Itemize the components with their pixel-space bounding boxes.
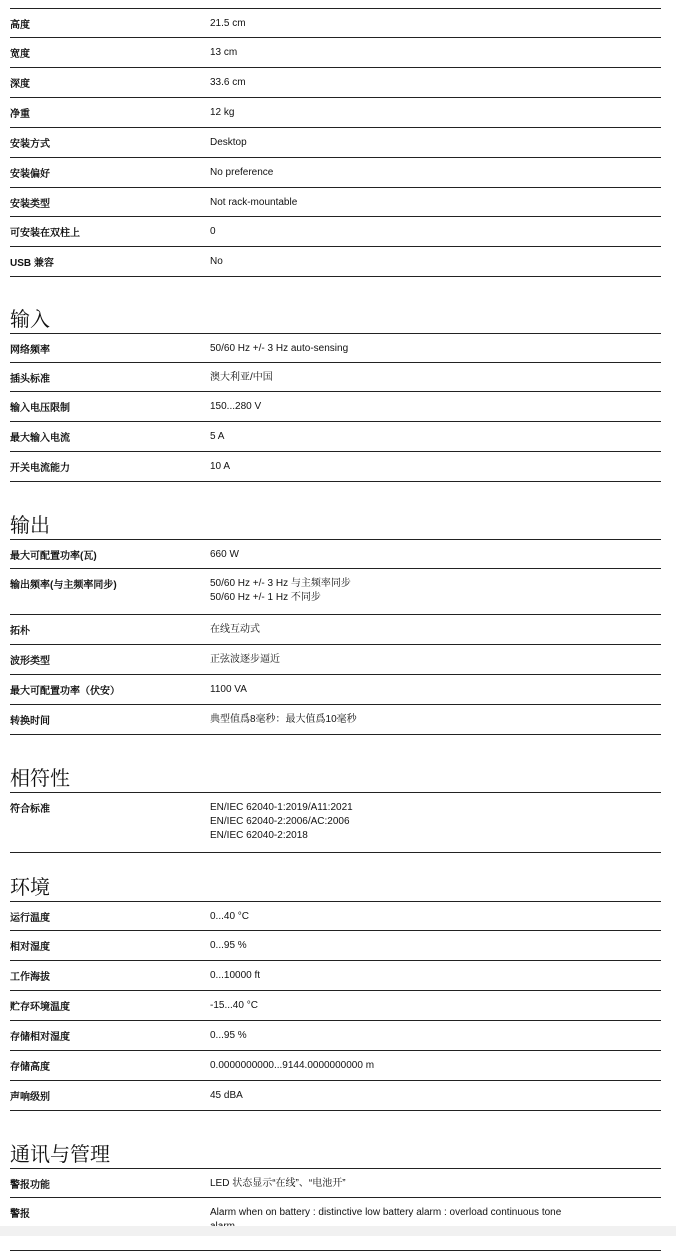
spec-value — [210, 705, 661, 727]
spec-value-line: 10 A — [210, 461, 231, 472]
spec-label: 相对湿度 — [10, 942, 50, 953]
page-footer-strip — [0, 1226, 676, 1236]
spec-row — [10, 540, 661, 569]
spec-value-line: 0...10000 ft — [210, 970, 261, 981]
spec-value — [210, 902, 661, 924]
spec-value — [210, 128, 661, 150]
spec-row — [10, 422, 661, 452]
spec-row — [10, 615, 661, 645]
spec-row — [10, 961, 661, 991]
spec-value — [210, 1169, 661, 1191]
spec-value — [210, 38, 661, 60]
section-title-communication: 通讯与管理 — [10, 1142, 661, 1169]
spec-label: 警报 — [10, 1209, 30, 1220]
spec-value — [210, 675, 661, 697]
spec-value-line: Alarm when on battery : distinctive low battery alarm : overload continuous tone — [210, 1207, 562, 1218]
spec-label: 运行温度 — [10, 913, 50, 924]
spec-value-line: 在线互动式 — [210, 624, 260, 635]
spec-label: 高度 — [10, 20, 30, 31]
spec-label: 插头标准 — [10, 374, 50, 385]
spec-row — [10, 793, 661, 853]
spec-value — [210, 98, 661, 120]
spec-row — [10, 98, 661, 128]
section-title-input: 输入 — [10, 307, 661, 334]
spec-label: 最大输入电流 — [10, 433, 70, 444]
spec-value — [210, 217, 661, 239]
spec-row — [10, 931, 661, 961]
spec-value-line: 5 A — [210, 431, 225, 442]
spec-value — [210, 540, 661, 562]
spec-row — [10, 38, 661, 68]
spec-value-line: No preference — [210, 167, 274, 178]
spec-value — [210, 569, 661, 605]
spec-row — [10, 1051, 661, 1081]
spec-row — [10, 158, 661, 188]
spec-value — [210, 793, 661, 843]
spec-value — [210, 158, 661, 180]
spec-value-line: 0 — [210, 226, 216, 237]
spec-value — [210, 188, 661, 210]
spec-label: 网络频率 — [10, 345, 50, 356]
spec-value-line: Desktop — [210, 137, 247, 148]
spec-row — [10, 1169, 661, 1198]
spec-label: 贮存环境温度 — [10, 1002, 70, 1013]
spec-label: 最大可配置功率（伏安） — [10, 686, 120, 697]
spec-value — [210, 363, 661, 385]
spec-label: 安装偏好 — [10, 169, 50, 180]
spec-row — [10, 363, 661, 392]
spec-row — [10, 392, 661, 422]
spec-row — [10, 705, 661, 735]
spec-value-line: 12 kg — [210, 107, 235, 118]
spec-label: 符合标准 — [10, 804, 50, 815]
compliance-specs-table — [10, 793, 661, 853]
spec-label: 存储相对湿度 — [10, 1032, 70, 1043]
spec-value-line: 1100 VA — [210, 684, 247, 695]
spec-row — [10, 645, 661, 675]
spec-value — [210, 334, 661, 356]
spec-label: USB 兼容 — [10, 258, 54, 269]
spec-row — [10, 217, 661, 247]
spec-row — [10, 1198, 661, 1251]
spec-value — [210, 615, 661, 637]
spec-row — [10, 68, 661, 98]
spec-value — [210, 931, 661, 953]
spec-value — [210, 1081, 661, 1103]
spec-value-line: Not rack-mountable — [210, 197, 298, 208]
spec-value-line: 0...95 % — [210, 940, 247, 951]
spec-value-line: LED 状态显示“在线”、“电池开” — [210, 1178, 346, 1189]
general-specs-table — [10, 9, 661, 277]
spec-row — [10, 9, 661, 38]
spec-label: 输出频率(与主频率同步) — [10, 580, 117, 591]
spec-value — [210, 247, 661, 269]
spec-value — [210, 1021, 661, 1043]
environment-specs-table — [10, 902, 661, 1111]
spec-value-line: 0...40 °C — [210, 911, 250, 922]
spec-value-line: 660 W — [210, 549, 239, 560]
spec-label: 可安装在双柱上 — [10, 228, 80, 239]
spec-value-line: 0...95 % — [210, 1030, 247, 1041]
section-title-compliance: 相符性 — [10, 766, 661, 793]
spec-label: 安装类型 — [10, 199, 50, 210]
section-title-environment: 环境 — [10, 875, 661, 902]
spec-label: 最大可配置功率(瓦) — [10, 551, 97, 562]
spec-row — [10, 452, 661, 482]
spec-value — [210, 422, 661, 444]
input-specs-table — [10, 334, 661, 482]
spec-value-line: 50/60 Hz +/- 3 Hz auto-sensing — [210, 343, 349, 354]
spec-value-line: 45 dBA — [210, 1090, 243, 1101]
spec-row — [10, 1021, 661, 1051]
spec-value — [210, 392, 661, 414]
spec-label: 工作海拔 — [10, 972, 50, 983]
spec-value — [210, 452, 661, 474]
spec-label: 波形类型 — [10, 656, 50, 667]
spec-value-line: 150...280 V — [210, 401, 262, 412]
spec-value-line: 正弦波逐步逼近 — [210, 654, 280, 665]
section-title-output: 输出 — [10, 513, 661, 540]
spec-row — [10, 675, 661, 705]
spec-value-line: 33.6 cm — [210, 77, 246, 88]
spec-label: 警报功能 — [10, 1180, 50, 1191]
spec-label: 宽度 — [10, 49, 30, 60]
spec-label: 声响级别 — [10, 1092, 50, 1103]
spec-label: 净重 — [10, 109, 30, 120]
output-specs-table — [10, 540, 661, 735]
spec-label: 输入电压限制 — [10, 403, 70, 414]
spec-value-line: 0.0000000000...9144.0000000000 m — [210, 1060, 375, 1071]
spec-value — [210, 961, 661, 983]
spec-label: 拓朴 — [10, 626, 30, 637]
spec-value-line: 50/60 Hz +/- 3 Hz 与主频率同步 — [210, 578, 351, 589]
spec-label: 开关电流能力 — [10, 463, 70, 474]
spec-value — [210, 1051, 661, 1073]
spec-label: 存储高度 — [10, 1062, 50, 1073]
spec-value — [210, 9, 661, 31]
spec-row — [10, 991, 661, 1021]
spec-row — [10, 902, 661, 931]
spec-label: 转换时间 — [10, 716, 50, 727]
spec-value-line: 50/60 Hz +/- 1 Hz 不同步 — [210, 592, 321, 603]
spec-row — [10, 128, 661, 158]
spec-value-line: 典型值爲8毫秒：最大值爲10毫秒 — [210, 714, 357, 725]
spec-value-line: EN/IEC 62040-2:2006/AC:2006 — [210, 816, 350, 827]
spec-value-line: 13 cm — [210, 47, 238, 58]
spec-value — [210, 645, 661, 667]
spec-value-line: 21.5 cm — [210, 18, 246, 29]
spec-value — [210, 68, 661, 90]
spec-value — [210, 991, 661, 1013]
spec-label: 安装方式 — [10, 139, 50, 150]
spec-row — [10, 569, 661, 615]
spec-row — [10, 188, 661, 217]
communication-specs-table — [10, 1169, 661, 1251]
spec-row — [10, 334, 661, 363]
spec-value-line: No — [210, 256, 223, 267]
spec-value-line: 澳大利亚/中国 — [210, 372, 273, 383]
spec-row — [10, 1081, 661, 1111]
spec-value-line: EN/IEC 62040-2:2018 — [210, 830, 308, 841]
spec-sheet — [10, 0, 661, 1251]
spec-value-line: -15...40 °C — [210, 1000, 258, 1011]
spec-row — [10, 247, 661, 277]
spec-label: 深度 — [10, 79, 30, 90]
spec-value-line: EN/IEC 62040-1:2019/A11:2021 — [210, 802, 353, 813]
